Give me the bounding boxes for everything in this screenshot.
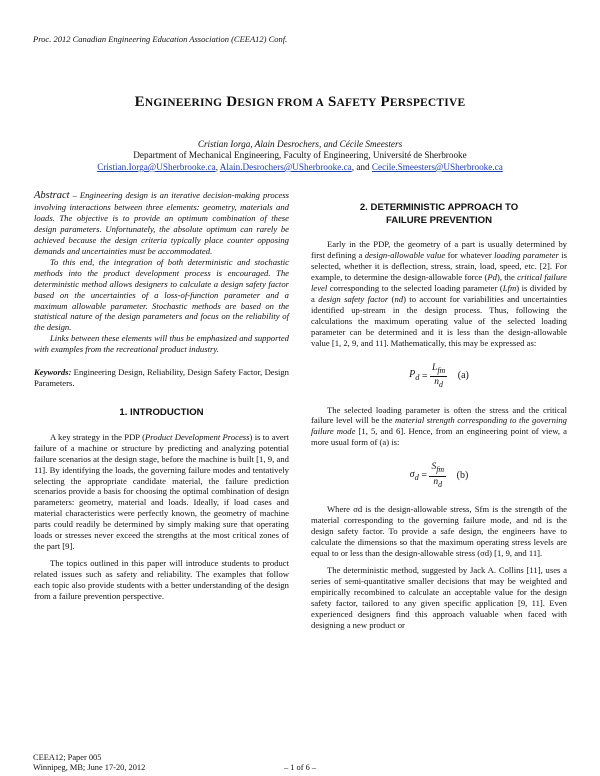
eq-a-denominator: $n_d$ <box>434 377 443 390</box>
intro-emphasis: Product Development Process <box>144 431 250 442</box>
abstract-p2: To this end, the integration of both deterministic and stochastic methods into the product development process is encouraged. The deterministic method allows designers to calculate a design safety factor based on the uncertainties of a loss-of-function parameter and a maximum allowable parameter. Stochastic methods are based on the statistical nature of the design parameters and focus on the reliability of the design. <box>34 256 289 333</box>
equation-b <box>311 462 567 496</box>
author-emails <box>0 162 600 173</box>
section2-p1 <box>311 239 567 349</box>
paper-title <box>0 94 600 111</box>
section2-p3: Where σd is the design-allowable stress, Sfm is the strength of the material corresponding to the governing failure mode, and nd is the design safety factor. To provide a safe design, the engineers have to calculate the dimensions so that the maximum operating stress levels are equal to or less than the design-allowable stress (σd) [1, 9, and 11]. <box>311 504 567 559</box>
emphasis: critical failure level <box>311 271 567 293</box>
email-separator: , <box>215 161 220 172</box>
abstract-p3: Links between these elements will thus be emphasized and supported with examples from the recreational product industry. <box>34 333 289 355</box>
eq-a-numerator: $L_{fm}$ <box>430 363 447 378</box>
author-block <box>0 139 600 173</box>
emphasis: design safety factor <box>318 293 389 304</box>
keywords-text: Engineering Design, Reliability, Design Safety Factor, Design Parameters. <box>34 367 289 389</box>
title-rest: NGINEERING <box>144 97 223 109</box>
email-separator: , and <box>351 161 372 172</box>
email-link-iorga[interactable]: Cristian.Iorga@USherbrooke.ca <box>97 161 216 172</box>
eq-b-lhs: $\sigma_d$ <box>409 468 419 482</box>
symbol: Lfm <box>502 282 517 293</box>
emphasis: loading parameter <box>494 249 559 260</box>
heading-line: FAILURE PREVENTION <box>385 214 493 226</box>
section-1-heading: 1. INTRODUCTION <box>119 407 204 419</box>
title-rest: ESIGN FROM A <box>237 97 325 109</box>
eq-a-equals: = <box>419 370 431 382</box>
right-column <box>311 202 567 631</box>
section-2-heading <box>311 202 567 227</box>
eq-a-label: (a) <box>457 370 469 382</box>
author-names: Cristian Iorga, Alain Desrochers, and Cécile Smeesters <box>197 139 403 149</box>
body-text: [1, 5, and 6]. Hence, from an engineering point of view, a more usual form of (a) is: <box>311 426 567 448</box>
footer-location: Winnipeg, MB; June 17-20, 2012 <box>33 763 146 772</box>
eq-b-equals: = <box>418 470 430 482</box>
eq-b-denominator: $n_d$ <box>433 477 443 490</box>
title-cap: E <box>134 94 145 110</box>
body-text: ) is divided by a <box>311 282 567 304</box>
section2-p4: The deterministic method, suggested by Jack A. Collins [11], uses a series of semi-quantitative smaller decisions that may be weighted and empirically recombined to calculate an acceptable value for the design safety factor, tailored to any given specific application [9, 11]. Even experienced designers find this approach valuable when faced with designing a new product or <box>311 565 567 630</box>
affiliation: Department of Mechanical Engineering, Faculty of Engineering, Université de Sherbrooke <box>133 150 467 161</box>
eq-b-numerator: $S_{fm}$ <box>429 462 446 477</box>
symbol: Pd <box>487 271 497 282</box>
intro-p2: The topics outlined in this paper will introduce students to product related issues such as safety and reliability. The examples that follow each topic also provide students with a better understanding of the design from a failure prevention perspective. <box>34 558 289 602</box>
body-text: Early in the PDP, the geometry of a part is usually determined by first defining a <box>311 239 567 260</box>
body-text: ), the <box>496 271 518 282</box>
section2-p2 <box>311 405 567 449</box>
emphasis: material strength corresponding to the governing failure mode <box>311 415 567 437</box>
title-cap: D <box>226 94 238 110</box>
keywords <box>34 367 289 389</box>
body-text: ( <box>388 293 395 304</box>
equation-a <box>311 363 567 397</box>
footer-paper-id: CEEA12; Paper 005 <box>33 753 102 762</box>
email-link-desrochers[interactable]: Alain.Desrochers@USherbrooke.ca <box>219 161 352 172</box>
eq-a-fraction <box>430 363 447 392</box>
eq-a-lhs: $P_d$ <box>409 368 420 382</box>
eq-b-fraction <box>429 462 446 491</box>
title-rest: AFETY <box>336 97 377 109</box>
abstract-label: Abstract <box>34 190 70 201</box>
body-text: ) to account for variabilities and uncertainties identified up-stream in the design process. Thus, following the calculations the maximum operating value of the selected loading parameter can be determined and it is less than the design-allowable value [1, 2, 9, and 11]. Mathematically, this may be expressed as: <box>311 293 567 348</box>
title-cap: S <box>327 94 337 110</box>
abstract-text: – Engineering design is an iterative decision-making process involving interactions between three elements: geometry, materials and loads. The objective is to provide an optimum combination of these design parameters. Unfortunately, the absolute optimum can rarely be achieved because the design criteria typically place counter opposing demands and uncertainties must be accommodated. <box>34 190 289 256</box>
intro-text: A key strategy in the PDP ( <box>50 431 145 442</box>
intro-text: ) is to avert failure of a machine or structure by predicting and analyzing potential failure scenarios at the design stage, before the machine is built [1, 9, and 11]. By identifying the loads, the governing failure modes and tentatively selecting the appropriate candidate material, the failure prediction scenarios provide a basis for choosing the optimal combination of design parameters: geometry, material and loads. Ideally, if load cases and material characteristics were perfectly known, the geometry of machine parts could readily be determined by simply making sure that operating loads or stresses never exceed the strengths at the most critical zones of the part [9]. <box>34 431 289 552</box>
body-text: The selected loading parameter is often the stress and the critical failure level will be the <box>311 404 567 426</box>
eq-b-label: (b) <box>456 470 469 482</box>
symbol: nd <box>394 293 404 304</box>
running-header: Proc. 2012 Canadian Engineering Education Association (CEEA12) Conf. <box>33 34 288 44</box>
title-rest: ERSPECTIVE <box>389 97 466 109</box>
title-cap: P <box>380 94 390 110</box>
body-text: for whatever <box>445 249 495 260</box>
body-text: corresponding to the selected loading parameter ( <box>327 282 503 293</box>
page-number: – 1 of 6 – <box>283 763 317 772</box>
emphasis: design-allowable value <box>364 249 446 260</box>
keywords-label: Keywords: <box>34 367 72 378</box>
intro-p1 <box>34 432 289 552</box>
abstract-p1 <box>34 190 289 257</box>
email-link-smeesters[interactable]: Cecile.Smeesters@USherbrooke.ca <box>371 161 503 172</box>
body-text: is selected, whether it is deflection, stress, strain, load, speed, etc. [2]. For example, to determine the design-allowable force ( <box>311 249 567 282</box>
heading-line: 2. DETERMINISTIC APPROACH TO <box>359 202 519 213</box>
left-column <box>34 190 289 602</box>
